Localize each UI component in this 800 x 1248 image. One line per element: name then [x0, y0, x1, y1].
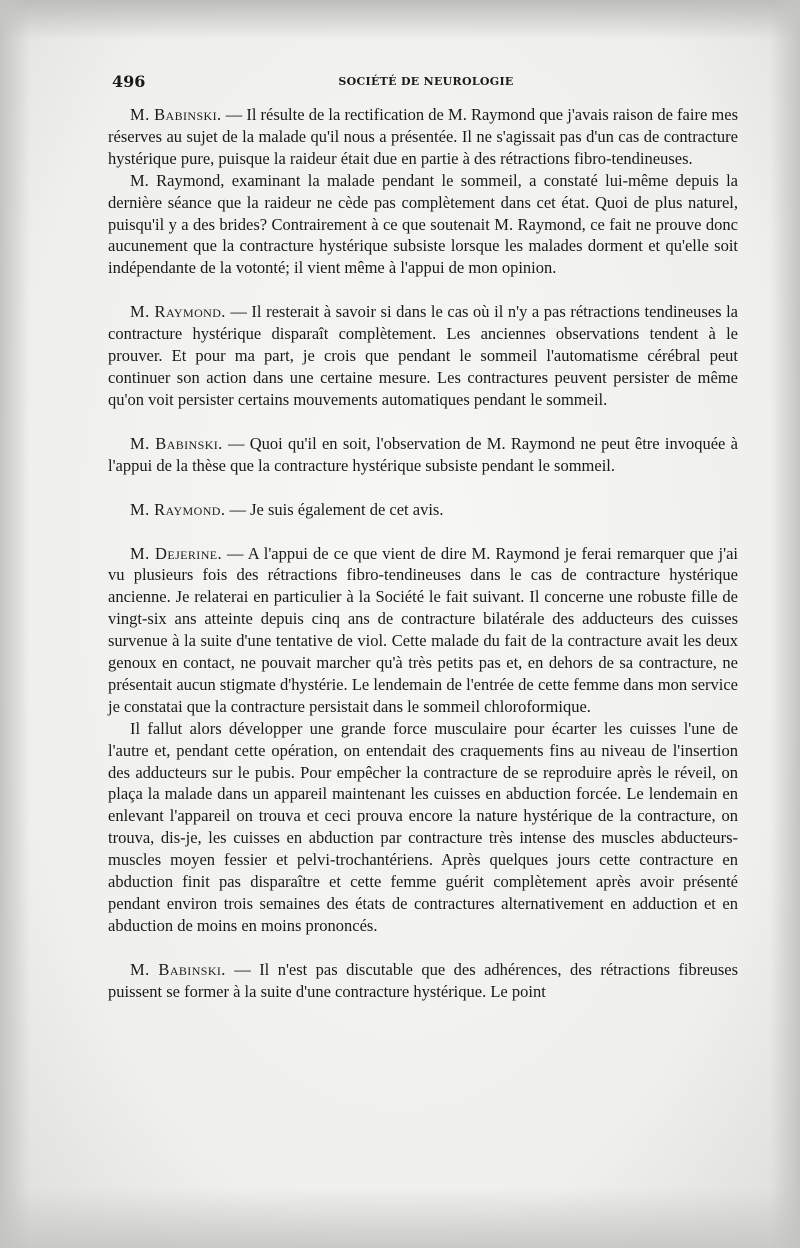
- speaker-name: M. Babinski.: [130, 959, 226, 979]
- paragraph: [108, 543, 738, 718]
- paragraph-gap: [108, 477, 738, 499]
- page-header: [112, 72, 740, 96]
- paragraph: [108, 170, 738, 280]
- paragraph: [108, 959, 738, 1003]
- paragraph-text: — A l'appui de ce que vient de dire M. Raymond je ferai remarquer que j'ai vu plusieurs fois des rétractions fibro-tendineuses dans le cas de contracture hystérique ancienne. Je relaterai en particulier à la Société le fait suivant. Il concerne une robuste fille de vingt-six ans atteinte depuis cinq ans de contracture bilatérale des adducteurs des cuisses survenue à la suite d'une tentative de viol. Cette malade du fait de la contracture avait les deux genoux en contact, ne pouvait marcher qu'à très petits pas et, en dehors de sa contracture, ne présentait aucun stigmate d'hystérie. Le lendemain de l'entrée de cette femme dans mon service je constatai que la contracture persistait dans le sommeil chloroformique.: [108, 543, 738, 716]
- speaker-name: M. Raymond.: [130, 302, 226, 322]
- paragraph: [108, 718, 738, 937]
- scan-shadow-bottom: [0, 1188, 800, 1248]
- speaker-name: M. Babinski.: [130, 433, 223, 453]
- scan-shadow-left: [0, 0, 30, 1248]
- paragraph-gap: [108, 521, 738, 543]
- scan-shadow-top: [0, 0, 800, 40]
- paragraph-text: M. Raymond, examinant la malade pendant le sommeil, a constaté lui-même depuis la dernière séance que la raideur ne cède pas complètement dans cet état. Quoi de plus naturel, puisqu'il y a des brides? Contrairement à ce que soutenait M. Raymond, ce fait ne prouve donc aucunement que la contracture hystérique subsiste lorsque les malades dorment et qu'elle soit indépendante de la votonté; il vient même à l'appui de mon opinion.: [108, 170, 738, 278]
- running-title: SOCIÉTÉ DE NEUROLOGIE: [338, 75, 514, 88]
- paragraph: [108, 433, 738, 477]
- paragraph-text: — Je suis également de cet avis.: [225, 499, 444, 519]
- paragraph-text: — Il résulte de la rectification de M. Raymond que j'avais raison de faire mes réserves au sujet de la malade qu'il nous a présentée. Il ne s'agissait pas d'un cas de contracture hystérique pure, puisque la raideur était due en partie à des rétractions fibro-tendineuses.: [108, 105, 738, 168]
- speaker-name: M. Dejerine.: [130, 543, 223, 563]
- paragraph: [108, 499, 738, 521]
- paragraph-gap: [108, 279, 738, 301]
- speaker-name: M. Babinski.: [130, 105, 222, 124]
- paragraph-text: — Il resterait à savoir si dans le cas où il n'y a pas rétractions tendineuses la contracture hystérique disparaît complètement. Les anciennes observations tendent à le prouver. Et pour ma part, je crois que pendant le sommeil l'automatisme cérébral peut continuer son action dans une certaine mesure. Les contractures peuvent persister de même qu'on voit persister certains mouvements automatiques pendant le sommeil.: [108, 302, 738, 409]
- body-text: [108, 104, 738, 1003]
- speaker-name: M. Raymond.: [130, 499, 226, 519]
- scan-shadow-right: [770, 0, 800, 1248]
- paragraph: [108, 104, 738, 170]
- paragraph-gap: [108, 937, 738, 959]
- paragraph-text: Il fallut alors développer une grande force musculaire pour écarter les cuisses l'une de l'autre et, pendant cette opération, on entendait des craquements fins au niveau de l'insertion des adducteurs sur le pubis. Pour empêcher la contracture de se reproduire après le réveil, on plaça la malade dans un appareil maintenant les cuisses en abduction forcée. Le lendemain en enlevant l'appareil on trouva et ceci prouva encore la nature hystérique de la contracture, on trouva, dis-je, les cuisses en abduction par contracture très intense des muscles abducteurs-muscles moyen fessier et pelvi-trochantériens. Après quelques jours cette contracture en abduction finit pas disparaître et cette femme guérit complètement après avoir présenté pendant environ trois semaines des états de contractures alternativement en adduction et en abduction de moins en moins prononcés.: [108, 718, 738, 935]
- paragraph-text: — Quoi qu'il en soit, l'observation de M. Raymond ne peut être invoquée à l'appui de la thèse que la contracture hystérique subsiste pendant le sommeil.: [108, 433, 738, 475]
- paragraph-text: — Il n'est pas discutable que des adhérences, des rétractions fibreuses puissent se former à la suite d'une contracture hystérique. Le point: [108, 959, 738, 1001]
- page-number: 496: [112, 72, 146, 91]
- paragraph-gap: [108, 411, 738, 433]
- paragraph: [108, 301, 738, 411]
